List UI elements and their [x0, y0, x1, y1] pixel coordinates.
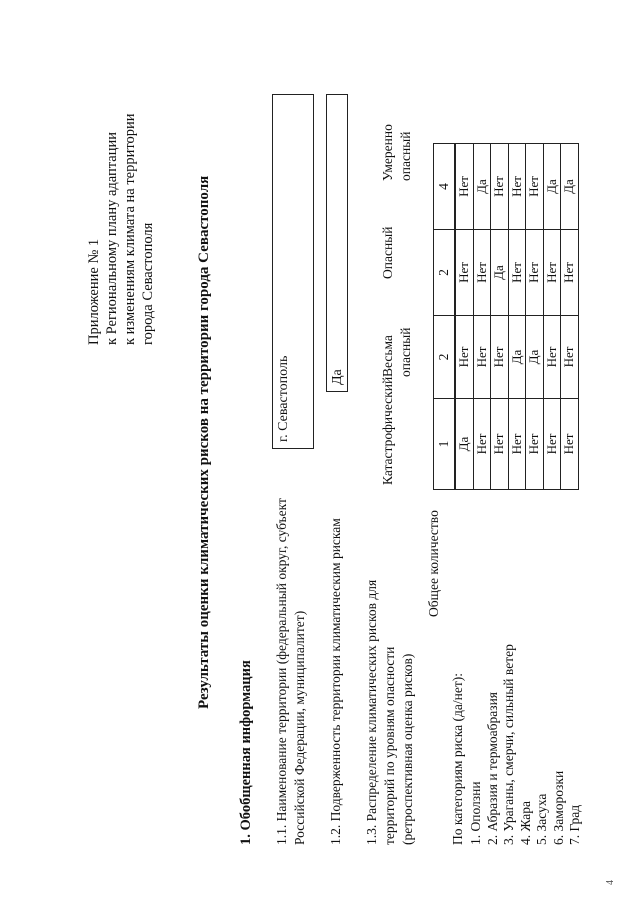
table-cell: Нет	[491, 144, 509, 230]
table-cell: Да	[543, 144, 561, 230]
table-cell: Да	[561, 144, 579, 230]
level-header-catastrophic: Катастрофический	[380, 376, 395, 485]
table-cell: Нет	[543, 230, 561, 316]
category-label: 1. Оползни	[468, 781, 483, 845]
total-label: Общее количество	[426, 510, 441, 617]
table-cell: Нет	[526, 230, 544, 316]
table-row	[491, 144, 509, 490]
table-row	[543, 144, 561, 490]
table-cell: Нет	[508, 399, 526, 490]
table-cell: Да	[455, 399, 473, 490]
item-1-2-value: Да	[330, 369, 345, 385]
item-1-3-label-line1: 1.3. Распределение климатических рисков для	[364, 579, 379, 845]
level-header-moderate-1: Умеренно	[380, 124, 395, 181]
item-1-1-value-box	[272, 94, 314, 449]
item-1-1-label-line2: Российской Федерации, муниципалитет)	[292, 610, 307, 845]
level-header-very-dangerous-1: Весьма	[380, 335, 395, 377]
table-cell: Нет	[455, 230, 473, 316]
item-1-2-value-box	[326, 94, 348, 392]
category-label: 3. Ураганы, смерчи, сильный ветер	[501, 644, 516, 845]
table-cell: Нет	[561, 399, 579, 490]
appendix-line-3: к изменениям климата на территории	[122, 113, 138, 345]
table-total-row	[434, 144, 456, 490]
table-cell: 4	[434, 144, 456, 230]
section-heading: 1. Обобщенная информация	[238, 660, 254, 845]
table-row	[508, 144, 526, 490]
categories-heading: По категориям риска (да/нет):	[450, 673, 465, 845]
table-cell: 2	[434, 316, 456, 399]
table-cell: Нет	[561, 230, 579, 316]
page-number: 4	[605, 880, 616, 885]
table-cell: Нет	[455, 144, 473, 230]
table-cell: Нет	[455, 316, 473, 399]
appendix-line-2: к Региональному плану адаптации	[104, 131, 120, 345]
appendix-line-1: Приложение № 1	[86, 238, 102, 345]
table-cell: 2	[434, 230, 456, 316]
table-cell: Нет	[491, 399, 509, 490]
category-label: 6. Заморозки	[550, 770, 566, 845]
level-header-moderate-2: опасный	[398, 131, 413, 181]
table-row	[526, 144, 544, 490]
table-cell: Нет	[561, 316, 579, 399]
table-cell: Нет	[473, 316, 491, 399]
item-1-2-label: 1.2. Подверженность территории климатическим рискам	[328, 518, 343, 845]
level-header-very-dangerous-2: опасный	[398, 327, 413, 377]
item-1-3-label-line2: территорий по уровням опасности	[382, 646, 397, 845]
table-cell: Нет	[508, 230, 526, 316]
table-cell: Нет	[526, 399, 544, 490]
table-cell: Нет	[543, 399, 561, 490]
risk-table	[433, 143, 579, 490]
table-cell: Нет	[543, 316, 561, 399]
table-row	[455, 144, 473, 490]
table-cell: Нет	[473, 399, 491, 490]
table-cell: Нет	[491, 316, 509, 399]
table-cell: Да	[491, 230, 509, 316]
table-cell: Нет	[473, 230, 491, 316]
table-cell: Да	[508, 316, 526, 399]
item-1-1-label-line1: 1.1. Наименование территории (федеральный округ, субъект	[274, 498, 289, 845]
table-cell: 1	[434, 399, 456, 490]
item-1-3-label-line3: (ретроспективная оценка рисков)	[400, 653, 415, 845]
table-cell: Да	[473, 144, 491, 230]
table-cell: Да	[526, 316, 544, 399]
table-row	[473, 144, 491, 490]
category-label: 7. Град	[567, 804, 582, 845]
table-cell: Нет	[526, 144, 544, 230]
level-header-dangerous: Опасный	[380, 226, 395, 279]
page-title: Результаты оценки климатических рисков на территории города Севастополя	[196, 175, 212, 709]
category-label: 2. Абразия и термоабразия	[484, 691, 500, 845]
table-row	[561, 144, 579, 490]
appendix-line-4: города Севастополя	[140, 222, 156, 345]
category-label: 4. Жара	[517, 801, 533, 845]
category-label: 5. Засуха	[534, 793, 549, 845]
table-cell: Нет	[508, 144, 526, 230]
item-1-1-value: г. Севастополь	[276, 355, 291, 442]
